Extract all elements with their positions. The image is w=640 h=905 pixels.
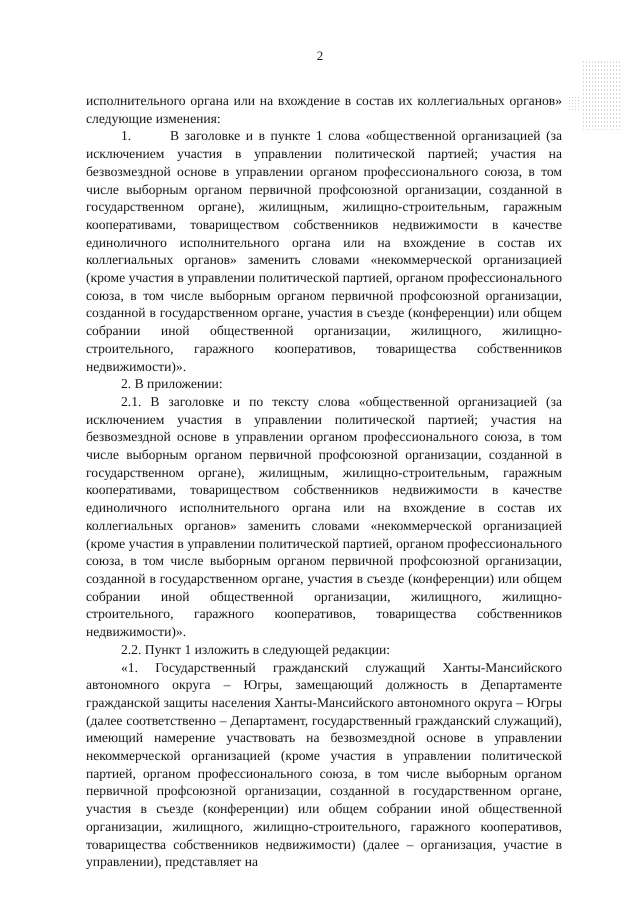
paragraph-continuation: исполнительного органа или на вхождение в состав их коллегиальных органов» следующие изменения: <box>86 93 562 126</box>
paragraph-item-2-1: 2.1. В заголовке и по тексту слова «общественной организацией (за исключением участия в управлении политической партией; участия на безвозмездной основе в управлении органом профессионального союза, в том числе выборным органом первичной профсоюзной организации, созданной в государственном органе), жилищным, жилищно-строительным, гаражным кооперативами, товариществом собственников недвижимости в качестве единоличного исполнительного органа или на вхождение в состав их коллегиальных органов» заменить словами «некоммерческой организацией (кроме участия в управлении политической партией, органом профессионального союза, в том числе выборным органом первичной профсоюзной организации, созданной в государственном органе, участия в съезде (конференции) или общем собрании иной общественной организации, жилищного, жилищно-строительного, гаражного кооперативов, товарищества собственников недвижимости)». <box>86 393 562 640</box>
paragraph-new-point-1: «1. Государственный гражданский служащий Ханты-Мансийского автономного округа – Югры, замещающий должность в Департаменте гражданской защиты населения Ханты-Мансийского автономного округа – Югры (далее соответственно – Департамент, государственный гражданский служащий), имеющий намерение участвовать на безвозмездной основе в управлении некоммерческой организацией (кроме участия в управлении политической партией, органом профессионального союза, в том числе выборным органом первичной профсоюзной организации, созданной в государственном органе, участия в съезде (конференции) или общем собрании иной общественной организации, жилищного, жилищно-строительного, гаражного кооперативов, товарищества собственников недвижимости) (далее – организация, участие в управлении), представляет на <box>86 659 562 870</box>
paragraph-item-1: 1. В заголовке и в пункте 1 слова «общественной организацией (за исключением участия в управлении политической партией; участия на безвозмездной основе в управлении органом профессионального союза, в том числе выборным органом первичной профсоюзной организации, созданной в государственном органе), жилищным, жилищно-строительным, гаражным кооперативами, товариществом собственников недвижимости в качестве единоличного исполнительного органа или на вхождение в состав их коллегиальных органов» заменить словами «некоммерческой организацией (кроме участия в управлении политической партией, органом профессионального союза, в том числе выборным органом первичной профсоюзной организации, созданной в государственном органе, участия в съезде (конференции) или общем собрании иной общественной организации, жилищного, жилищно-строительного, гаражного кооперативов, товарищества собственников недвижимости)». <box>86 128 566 374</box>
scan-artifact <box>568 96 580 110</box>
scan-artifact <box>582 60 622 130</box>
paragraph-item-2: 2. В приложении: <box>121 376 223 392</box>
document-body <box>86 92 566 871</box>
page-number: 2 <box>316 48 324 63</box>
paragraph-item-2-2: 2.2. Пункт 1 изложить в следующей редакции: <box>121 641 391 657</box>
